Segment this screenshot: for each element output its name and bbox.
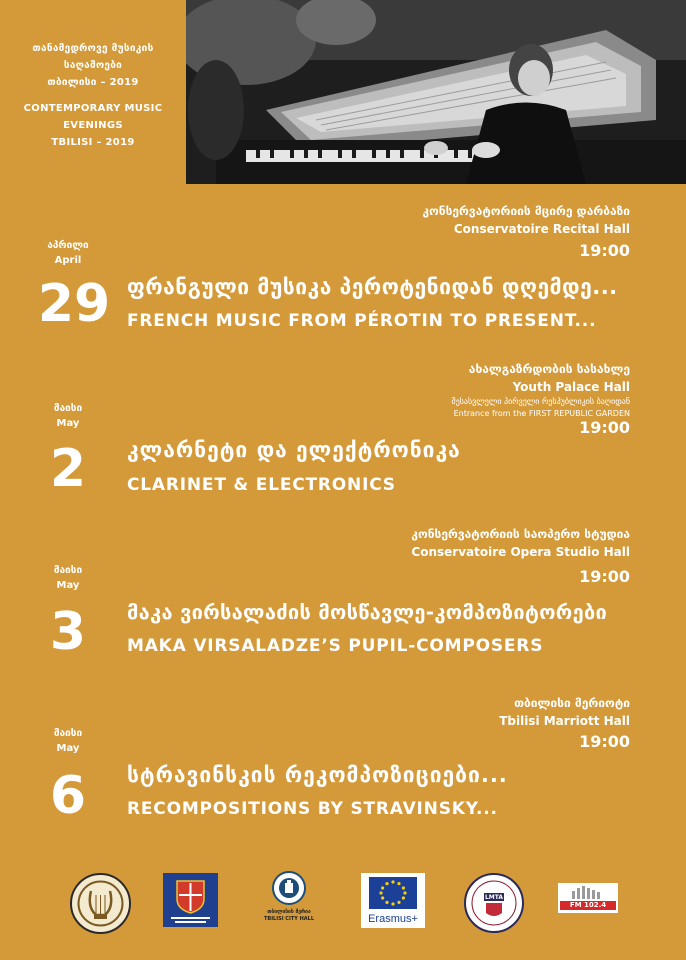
- event-6-month: [46, 726, 90, 756]
- lmta-label: LMTA: [484, 894, 504, 901]
- lmta-logo: [464, 873, 524, 933]
- event-3-month: [46, 563, 90, 593]
- festival-title-ka-line3: თბილისი – 2019: [47, 77, 139, 88]
- event-2-month: [46, 401, 90, 431]
- event-2-time: 19:00: [579, 418, 630, 437]
- event-6-venue-ka: თბილისი მერიოტი: [514, 696, 630, 710]
- event-6-title-ka: სტრავინსკის რეკომპოზიციები...: [127, 763, 508, 787]
- event-6-title-en: RECOMPOSITIONS BY STRAVINSKY...: [127, 799, 498, 819]
- event-29-time: 19:00: [579, 241, 630, 260]
- event-29-month: [46, 238, 90, 268]
- event-2-venue: [452, 360, 630, 420]
- event-3-title-en: MAKA VIRSALADZE’S PUPIL-COMPOSERS: [127, 636, 544, 656]
- city-hall-caption: [244, 909, 334, 923]
- event-29-title-ka: ფრანგული მუსიკა პეროტენიდან დღემდე...: [127, 275, 618, 299]
- event-29-month-ka: აპრილი: [47, 240, 89, 251]
- event-2-venue-en: Youth Palace Hall: [512, 380, 630, 394]
- festival-title: [0, 40, 186, 151]
- ministry-coat-of-arms-icon: [163, 873, 218, 927]
- harpsichord-photo: [186, 0, 686, 184]
- event-6-venue: [499, 694, 630, 730]
- sponsor-logos: [0, 865, 686, 960]
- event-2-title-ka: კლარნეტი და ელექტრონიკა: [127, 438, 461, 462]
- city-hall-caption-en: TBILISI CITY HALL: [263, 916, 315, 922]
- festival-title-en-line3: TBILISI – 2019: [51, 137, 135, 148]
- event-3-month-ka: მაისი: [53, 565, 83, 576]
- event-3-venue-ka: კონსერვატორიის საოპერო სტუდია: [411, 527, 630, 541]
- event-6-month-en: May: [56, 743, 80, 754]
- event-3-venue-en: Conservatoire Opera Studio Hall: [411, 545, 630, 559]
- event-29-venue-en: Conservatoire Recital Hall: [453, 222, 630, 236]
- event-3-title-ka: მაკა ვირსალაძის მოსწავლე-კომპოზიტორები: [127, 600, 608, 624]
- event-29-venue: [422, 202, 630, 238]
- festival-title-en-line2: EVENINGS: [63, 120, 123, 131]
- event-3-time: 19:00: [579, 567, 630, 586]
- event-29-venue-ka: კონსერვატორიის მცირე დარბაზი: [422, 204, 630, 218]
- event-6-venue-en: Tbilisi Marriott Hall: [499, 714, 630, 728]
- event-3-month-en: May: [56, 580, 80, 591]
- event-29-day: 29: [37, 274, 111, 334]
- event-2-day: 2: [49, 439, 87, 499]
- event-29-month-en: April: [54, 255, 82, 266]
- city-hall-caption-ka: თბილისის მერია: [267, 909, 311, 915]
- event-6-day: 6: [49, 766, 87, 826]
- event-2-title-en: CLARINET & ELECTRONICS: [127, 475, 396, 495]
- conservatoire-lyre-icon: [70, 873, 131, 934]
- event-6-time: 19:00: [579, 732, 630, 751]
- event-6-month-ka: მაისი: [53, 728, 83, 739]
- event-2-entrance-en: Entrance from the FIRST REPUBLIC GARDEN: [453, 409, 630, 418]
- event-3-venue: [411, 525, 630, 561]
- fm-radio-logo: [558, 883, 618, 913]
- event-2-month-ka: მაისი: [53, 403, 83, 414]
- fm-radio-label: FM 102.4: [569, 901, 607, 909]
- event-2-venue-ka: ახალგაზრდობის სასახლე: [468, 362, 630, 376]
- festival-title-ka-line1: თანამედროვე მუსიკის: [32, 43, 154, 54]
- erasmus-plus-label: Erasmus+: [368, 913, 418, 925]
- erasmus-plus-logo: [361, 873, 425, 928]
- festival-title-en-line1: CONTEMPORARY MUSIC: [23, 103, 163, 114]
- city-hall-emblem-icon: [272, 871, 306, 905]
- event-29-title-en: FRENCH MUSIC FROM PÉROTIN TO PRESENT...: [127, 311, 597, 331]
- event-2-month-en: May: [56, 418, 80, 429]
- festival-title-ka-line2: საღამოები: [63, 60, 123, 71]
- event-2-entrance-ka: შესასვლელი პირველი რესპუბლიკის ბაღიდან: [451, 397, 630, 406]
- event-3-day: 3: [49, 602, 87, 662]
